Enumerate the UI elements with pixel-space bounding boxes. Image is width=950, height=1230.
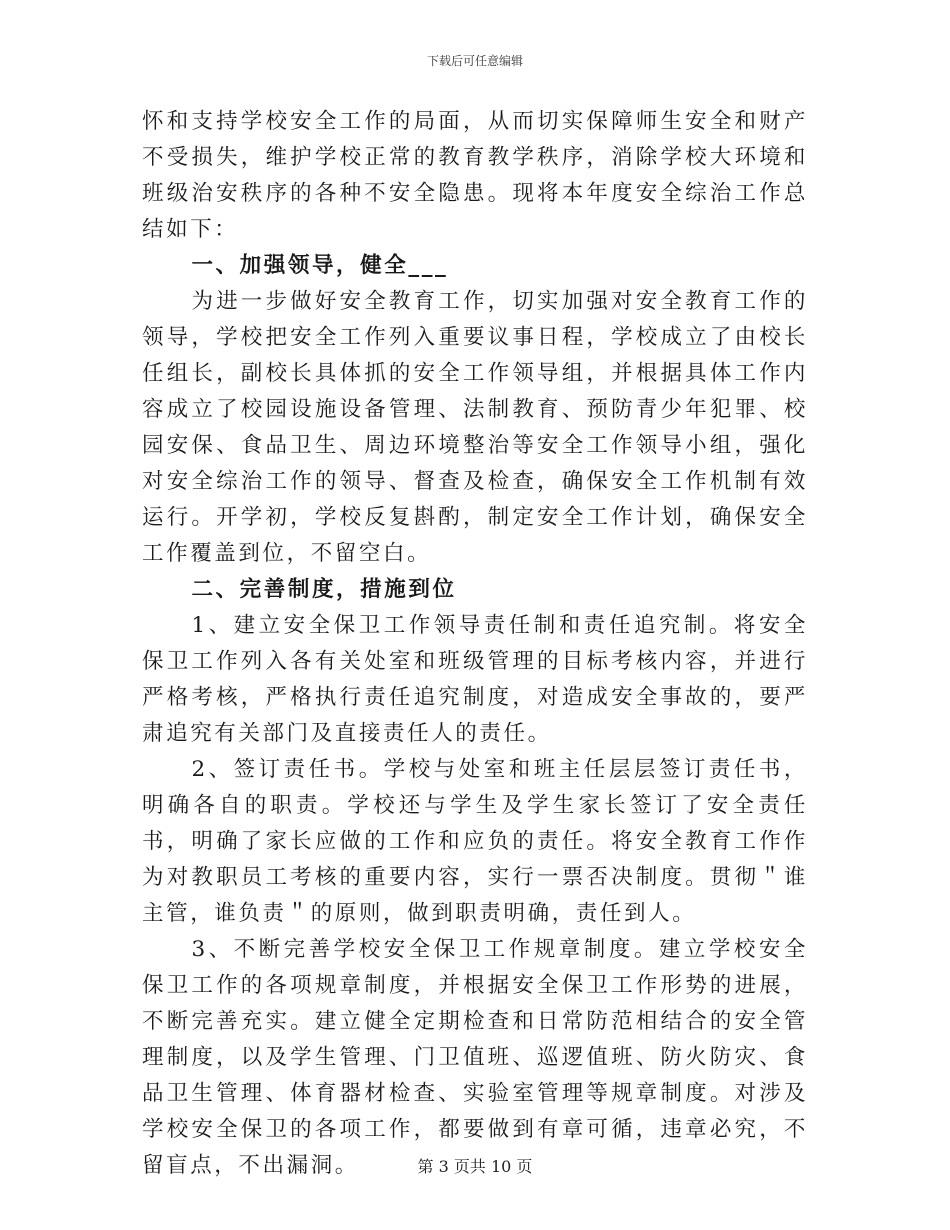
paragraph-item-3: 3、不断完善学校安全保卫工作规章制度。建立学校安全保卫工作的各项规章制度，并根据安全保卫工作形势的进展，不断完善充实。建立健全定期检查和日常防范相结合的安全管理制度，以及学生管理、门卫值班、巡逻值班、防火防灾、食品卫生管理、体育器材检查、实验室管理等规章制度。对涉及学校安全保卫的各项工作，都要做到有章可循，违章必究，不留盲点，不出漏洞。	[142, 937, 808, 1178]
section-heading-leadership: 一、加强领导，健全___	[191, 253, 449, 278]
page-header: 下载后可任意编辑	[426, 54, 523, 68]
section-heading-system: 二、完善制度，措施到位	[191, 577, 457, 602]
paragraph-item-2: 2、签订责任书。学校与处室和班主任层层签订责任书，明确各自的职责。学校还与学生及学生家长签订了安全责任书，明确了家长应做的工作和应负的责任。将安全教育工作作为对教职员工考核的重要内容，实行一票否决制度。贯彻＂谁主管，谁负责＂的原则，做到职责明确，责任到人。	[142, 757, 808, 926]
document-body	[142, 104, 808, 1184]
page-number: 第 3 页共 10 页	[417, 1157, 533, 1176]
paragraph-intro-continuation: 怀和支持学校安全工作的局面，从而切实保障师生安全和财产不受损失，维护学校正常的教育教学秩序，消除学校大环境和班级治安秩序的各种不安全隐患。现将本年度安全综治工作总结如下：	[142, 109, 808, 242]
paragraph-leadership: 为进一步做好安全教育工作，切实加强对安全教育工作的领导，学校把安全工作列入重要议事日程，学校成立了由校长任组长，副校长具体抓的安全工作领导组，并根据具体工作内容成立了校园设施设备管理、法制教育、预防青少年犯罪、校园安保、食品卫生、周边环境整治等安全工作领导小组，强化对安全综治工作的领导、督查及检查，确保安全工作机制有效运行。开学初，学校反复斟酌，制定安全工作计划，确保安全工作覆盖到位，不留空白。	[142, 289, 808, 566]
paragraph-item-1: 1、建立安全保卫工作领导责任制和责任追究制。将安全保卫工作列入各有关处室和班级管理的目标考核内容，并进行严格考核，严格执行责任追究制度，对造成安全事故的，要严肃追究有关部门及直接责任人的责任。	[142, 613, 808, 746]
